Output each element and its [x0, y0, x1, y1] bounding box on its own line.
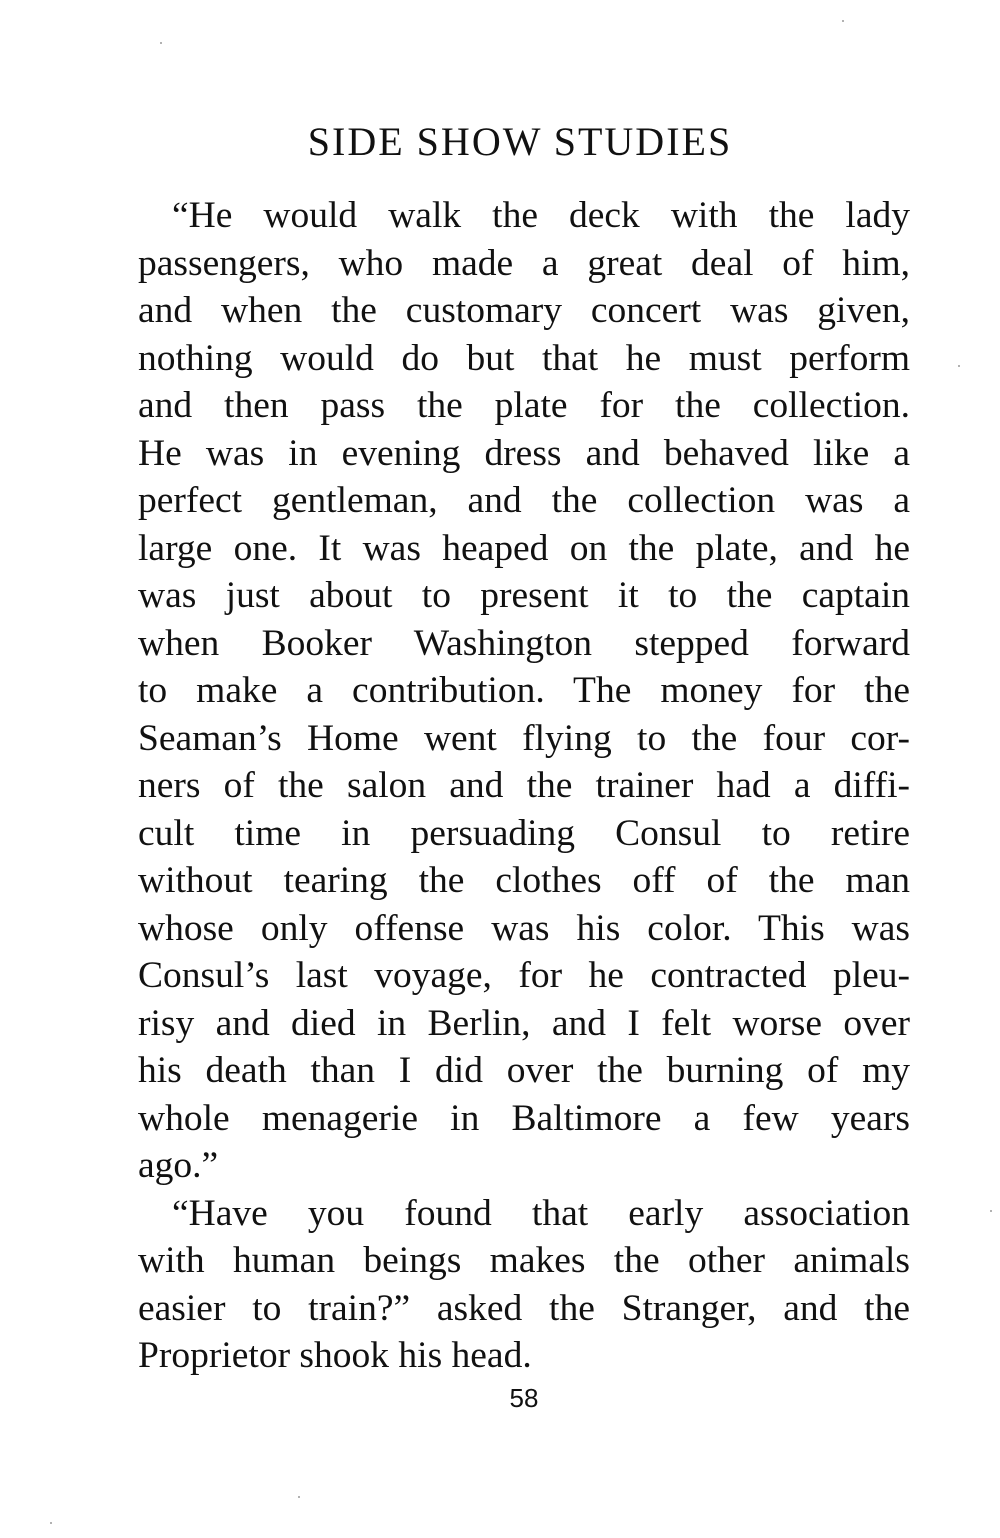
paragraph-1-line-19: his death than I did over the burning of my	[138, 1050, 910, 1091]
scan-speck	[298, 1496, 300, 1498]
paragraph-1-line-16: whose only offense was his color. This was	[138, 907, 910, 949]
paragraph-1-line-3: and when the customary concert was given,	[138, 290, 910, 331]
scan-speck	[842, 20, 844, 22]
scan-speck	[990, 1210, 992, 1212]
paragraph-1-line-6: He was in evening dress and behaved like a	[138, 432, 910, 474]
paragraph-2-line-4: Proprietor shook his head.	[138, 1335, 532, 1376]
page-number: 58	[509, 1383, 539, 1413]
running-head: SIDE SHOW STUDIES	[307, 119, 733, 164]
paragraph-1-line-20: whole menagerie in Baltimore a few years	[138, 1097, 910, 1139]
paragraph-1-line-12: Seaman’s Home went flying to the four cor-	[138, 717, 910, 759]
paragraph-1-line-8: large one. It was heaped on the plate, and he	[138, 527, 910, 569]
body-text	[138, 192, 910, 1380]
paragraph-2-line-1: “Have you found that early association	[172, 1192, 910, 1234]
paragraph-1-line-9: was just about to present it to the captain	[138, 575, 910, 616]
paragraph-1-line-11: to make a contribution. The money for the	[138, 670, 910, 711]
paragraph-1-line-21: ago.”	[138, 1145, 219, 1186]
paragraph-1-line-13: ners of the salon and the trainer had a diffi-	[138, 765, 910, 806]
paragraph-1-line-7: perfect gentleman, and the collection was a	[138, 480, 910, 521]
scan-speck	[160, 42, 162, 44]
scan-speck	[958, 365, 960, 367]
paragraph-2-line-3: easier to train?” asked the Stranger, and the	[138, 1287, 910, 1329]
paragraph-1-line-10: when Booker Washington stepped forward	[138, 622, 910, 664]
paragraph-1-line-1: “He would walk the deck with the lady	[172, 195, 910, 236]
paragraph-1-line-4: nothing would do but that he must perform	[138, 337, 910, 379]
paragraph-2-line-2: with human beings makes the other animals	[138, 1240, 910, 1281]
scan-speck	[50, 1522, 52, 1524]
paragraph-1-line-18: risy and died in Berlin, and I felt worse over	[138, 1002, 910, 1044]
paragraph-1-line-2: passengers, who made a great deal of him,	[138, 242, 910, 284]
paragraph-1-line-5: and then pass the plate for the collection.	[138, 385, 910, 426]
paragraph-1-line-17: Consul’s last voyage, for he contracted pleu-	[138, 955, 910, 996]
paragraph-1-line-15: without tearing the clothes off of the man	[138, 860, 910, 901]
paragraph-1-line-14: cult time in persuading Consul to retire	[138, 812, 910, 854]
